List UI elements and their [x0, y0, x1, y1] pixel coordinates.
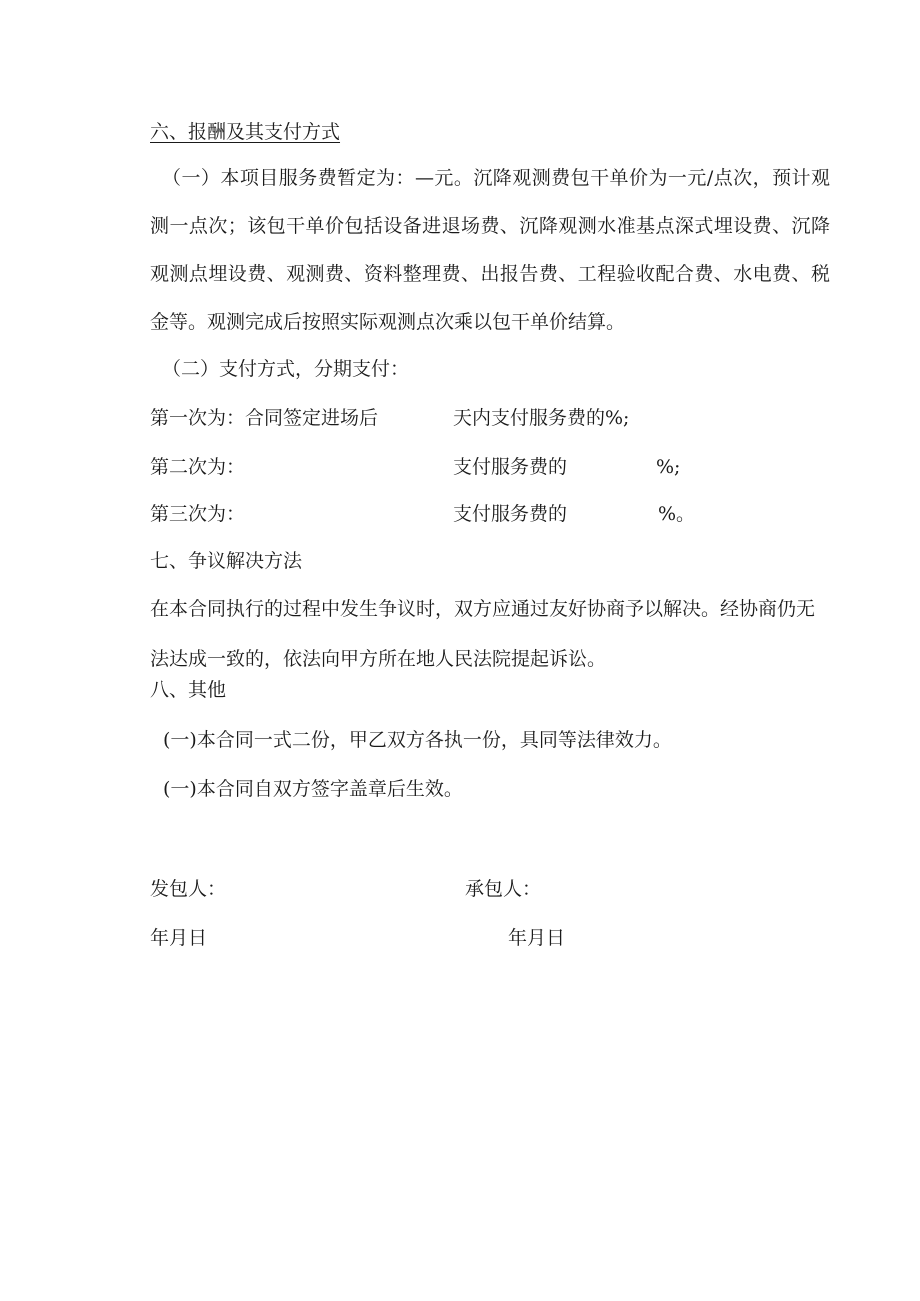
payment-1-label: 第一次为：合同签定进场后 [150, 407, 379, 429]
fee-paragraph: （一）本项目服务费暂定为：—元。沉降观测费包干单价为一元/点次，预计观测一点次；该包干单价包括设备进退场费、沉降观测水准基点深式埋设费、沉降观测点埋设费、观测费、资料整理费、出报告费、工程验收配合费、水电费、税金等。观测完成后按照实际观测点次乘以包干单价结算。 [150, 167, 830, 333]
party-a-date: 年月日 [150, 927, 208, 949]
party-a-label: 发包人： [150, 878, 227, 900]
section-7-title: 七、争议解决方法 [150, 550, 303, 572]
payment-1-terms: 天内支付服务费的%; [453, 407, 630, 429]
other-item-2: (一)本合同自双方签字盖章后生效。 [163, 778, 463, 800]
other-item-1: (一)本合同一式二份，甲乙双方各执一份，具同等法律效力。 [163, 729, 672, 751]
payment-3-percent: %。 [658, 503, 696, 525]
payment-3-terms: 支付服务费的 [453, 503, 568, 525]
payment-2-terms: 支付服务费的 [453, 456, 568, 478]
party-b-label: 承包人： [465, 878, 542, 900]
section-6-title: 六、报酬及其支付方式 [150, 121, 341, 143]
payment-3-label: 第三次为： [150, 503, 246, 525]
payment-2-percent: %; [656, 456, 681, 478]
dispute-paragraph: 在本合同执行的过程中发生争议时，双方应通过友好协商予以解决。经协商仍无法达成一致的，依法向甲方所在地人民法院提起诉讼。 [150, 598, 816, 670]
party-b-date: 年月日 [508, 927, 566, 949]
section-8-title: 八、其他 [150, 679, 227, 701]
payment-2-label: 第二次为： [150, 456, 246, 478]
payment-heading: （二）支付方式，分期支付： [162, 358, 410, 380]
